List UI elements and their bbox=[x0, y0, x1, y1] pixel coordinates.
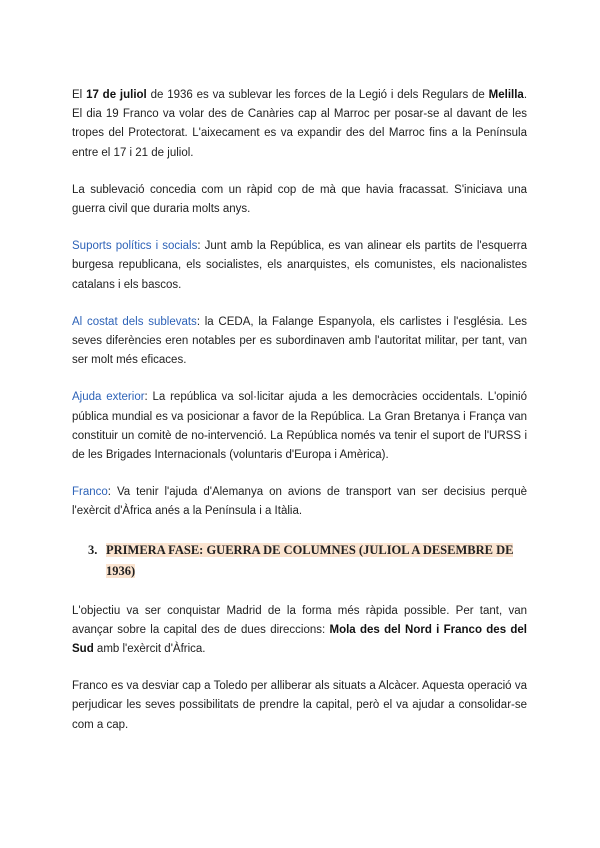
bold-date: 17 de juliol bbox=[86, 89, 147, 101]
text: amb l'exèrcit d'Àfrica. bbox=[93, 643, 206, 656]
paragraph-foreign-aid bbox=[72, 388, 527, 465]
paragraph-uprising bbox=[72, 86, 527, 163]
term-franco: Franco bbox=[72, 486, 108, 499]
text: : Junt amb la República, es van alinear els partits de l'esquerra burgesa republicana, els socialistes, els anarquistes, els comunistes, els nacionalistes catalans i els bascos. bbox=[72, 240, 527, 291]
text: El bbox=[72, 89, 87, 101]
section-title-line2: 1936) bbox=[106, 563, 136, 578]
section-number: 3. bbox=[88, 542, 98, 557]
text: de 1936 es va sublevar les forces de la Legió i dels Regulars de bbox=[146, 89, 489, 101]
paragraph-political-support bbox=[72, 237, 527, 295]
bold-directions: Mola des del Nord i Franco des del Sud bbox=[72, 623, 528, 656]
paragraph-objective bbox=[72, 602, 527, 660]
term-foreign-aid: Ajuda exterior bbox=[72, 391, 145, 404]
section-heading bbox=[88, 540, 527, 582]
section-title-line1: PRIMERA FASE: GUERRA DE COLUMNES (JULIOL A DESEMBRE DE bbox=[106, 542, 514, 557]
document-page bbox=[72, 86, 527, 753]
paragraph-rebels-side bbox=[72, 313, 527, 371]
paragraph-civil-war: La sublevació concedia com un ràpid cop de mà que havia fracassat. S'iniciava una guerra civil que duraria molts anys. bbox=[72, 183, 527, 216]
term-rebels-side: Al costat dels sublevats bbox=[72, 315, 197, 328]
text: L'objectiu va ser conquistar Madrid de la forma més ràpida possible. Per tant, van avançar sobre la capital des de dues direccions: bbox=[72, 604, 527, 636]
bold-place: Melilla bbox=[488, 89, 524, 101]
text: : la CEDA, la Falange Espanyola, els carlistes i l'església. Les seves diferències eren notables per es subordinaven amb l'autoritat militar, per tant, van ser molt més eficaces. bbox=[72, 315, 528, 367]
text: . El dia 19 Franco va volar des de Canàries cap al Marroc per posar-se al davant de les tropes del Protectorat. L'aixecament es va expandir des del Marroc fins a la Península entre el 17 i 21 de juliol. bbox=[72, 89, 528, 159]
paragraph-franco bbox=[72, 483, 527, 521]
term-political-support: Suports polítics i socials bbox=[72, 240, 198, 253]
paragraph-toledo: Franco es va desviar cap a Toledo per alliberar als situats a Alcàcer. Aquesta operació va perjudicar les seves possibilitats de prendre la capital, però el va ajudar a consolidar-se com a cap. bbox=[72, 680, 527, 731]
text: : La república va sol·licitar ajuda a les democràcies occidentals. L'opinió pública mundial es va posicionar a favor de la República. La Gran Bretanya i França van constituir un comitè de no-intervenció. La República només va tenir el suport de l'URSS i de les Brigades Internacionals (voluntaris d'Europa i Amèrica). bbox=[72, 391, 527, 462]
text: : Va tenir l'ajuda d'Alemanya on avions de transport van ser decisius perquè l'exèrcit d'Àfrica anés a la Península i a Itàlia. bbox=[72, 486, 527, 518]
